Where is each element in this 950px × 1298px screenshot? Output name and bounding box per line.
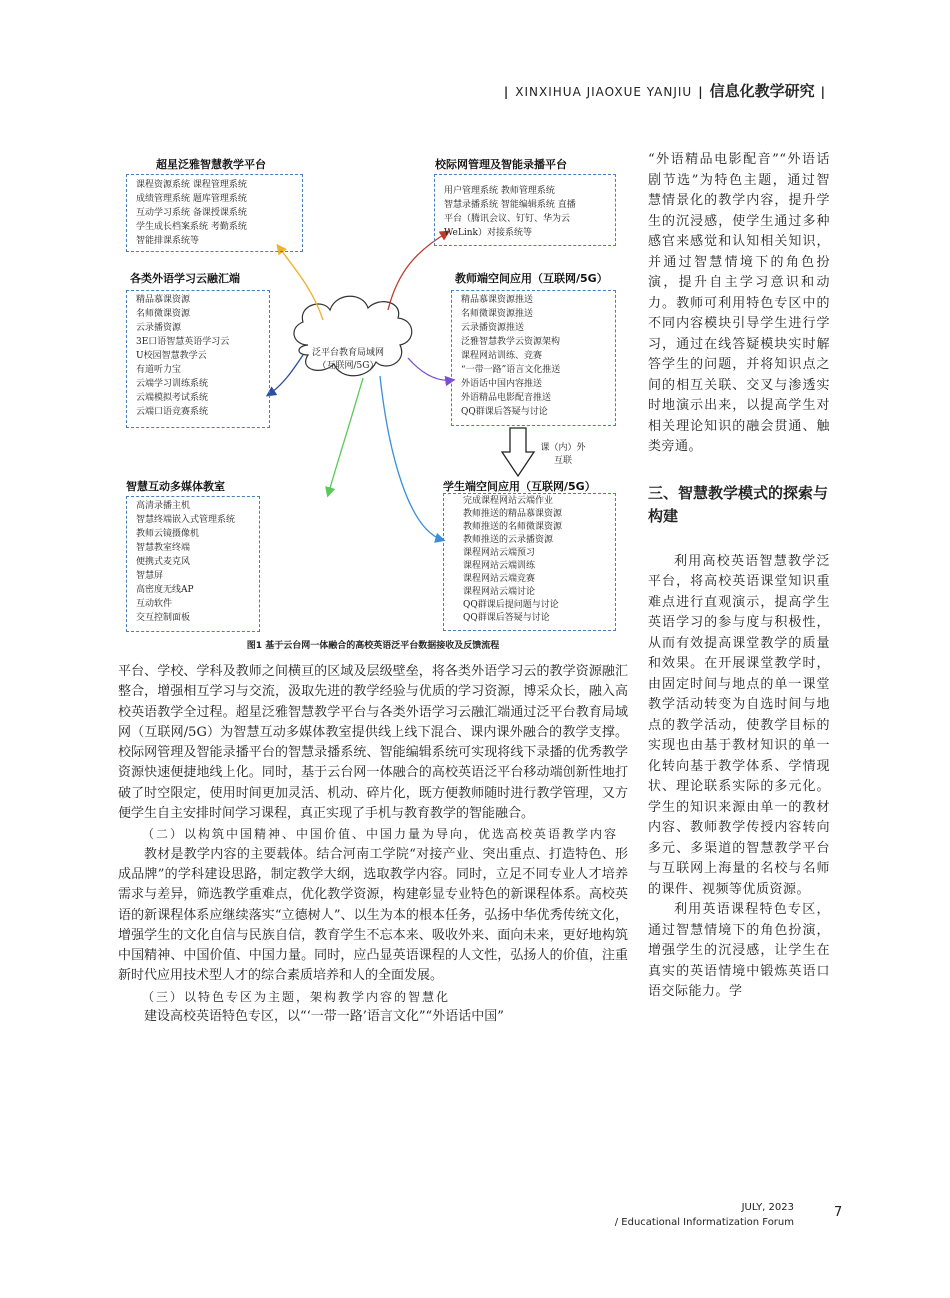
arrow-label-line-2: 互联 (553, 456, 572, 466)
teacher-title: 教师端空间应用（互联网/5G） (455, 272, 608, 285)
footer (615, 1200, 794, 1230)
box-line: 云端口语竞赛系统 (136, 407, 209, 417)
footer-date: JULY, 2023 (741, 1202, 794, 1213)
box-line: 学生成长档案系统 考勤系统 (136, 222, 247, 232)
box-line: 教师推送的名师微课资源 (463, 522, 563, 532)
campus-title: 校际网管理及智能录播平台 (435, 158, 567, 171)
section-title: 三、智慧教学模式的探索与构建 (648, 483, 829, 525)
box-line: 外语话中国内容推送 (461, 379, 543, 389)
box-line: 名师微课资源推送 (461, 309, 534, 319)
classroom-lines (136, 499, 235, 625)
box-line: 3E口语智慧英语学习云 (136, 337, 230, 347)
box-line: 云端模拟考试系统 (136, 393, 209, 403)
box-line: 教师推送的精品慕课资源 (463, 509, 563, 519)
box-line: 课程资源系统 课程管理系统 (136, 180, 247, 190)
box-line: 智慧终端嵌入式管理系统 (136, 515, 236, 525)
teacher-lines (461, 293, 560, 419)
box-line: QQ群课后提问题与讨论 (463, 600, 559, 610)
figure-1 (118, 150, 628, 655)
box-line: U校园智慧教学云 (136, 351, 207, 361)
cloud-label-line-2: （互联网/5G） (317, 361, 379, 371)
connector-blue (380, 376, 443, 540)
box-line: 教师云镜摄像机 (136, 529, 200, 539)
cloud-label-line-1: 泛平台教育局域网 (311, 348, 384, 358)
box-line: 完成课程网站云端作业 (463, 496, 554, 506)
left-paragraph-1: 平台、学校、学科及教师之间横亘的区域及层级壁垒，将各类外语学习云的教学资源融汇整合，增强相互学习与交流，汲取先进的教学经验与优质的学习资源，博采众长，融入高校英语教学全过程。超星泛雅智慧教学平台与各类外语学习云融汇端通过泛平台教育局域网（互联网/5G）为智慧互动多媒体教室提供线上线下混合、课内课外融合的教学支撑。校际网管理及智能录播平台的智慧录播系统、智能编辑系统可实现将线下录播的优秀教学资源快速便捷地线上化。同时，基于云台网一体融合的高校英语泛平台移动端创新性地打破了时空限定，使用时间更加灵活、机动、碎片化，既方便教师随时进行教学管理，又方便学生自主安排时间学习课程，真正实现了手机与教育教学的智能融合。 (118, 664, 628, 822)
box-line: 交互控制面板 (136, 613, 191, 623)
box-line: 高清录播主机 (136, 501, 191, 511)
box-line: 名师微课资源 (136, 309, 191, 319)
subheading-3: （三）以特色专区为主题，架构教学内容的智慧化 (142, 989, 451, 1004)
box-line: 成绩管理系统 题库管理系统 (136, 194, 247, 204)
box-line: 便携式麦克风 (136, 557, 191, 567)
arrow-label-line-1: 课（内）外 (540, 443, 586, 453)
left-paragraph-3: 建设高校英语特色专区，以“‘一带一路’语言文化”“外语话中国” (144, 1009, 504, 1025)
classroom-title: 智慧互动多媒体教室 (126, 480, 225, 493)
box-line: 高密度无线AP (136, 585, 194, 595)
box-line: 课程网站云端训练 (463, 561, 536, 571)
box-line: 外语精品电影配音推送 (461, 393, 552, 403)
box-line: 课程网站训练、竞赛 (461, 351, 543, 361)
box-line: 智慧录播系统 智能编辑系统 直播 (444, 200, 576, 210)
figure-caption: 图1 基于云台网一体融合的高校英语泛平台数据接收及反馈流程 (246, 641, 500, 651)
header-pinyin: XINXIHUA JIAOXUE YANJIU (515, 85, 693, 99)
right-paragraph-1: “外语精品电影配音”“外语话剧节选”为特色主题，通过智慧情景化的教学内容，提升学生的沉浸感，使学生通过多种感官来感觉和认知相关知识，并通过智慧情境下的角色扮演，提升自主学习意识和动力。教师可利用特色专区中的不同内容模块引导学生进行学习，通过在线答疑模块实时解答学生的问题，并将知识点之间的相互关联、交叉与渗透实时地演示出来，以提高学生对相关理论知识的融会贯通、触类旁通。 (648, 152, 830, 454)
box-line: QQ群课后答疑与讨论 (463, 613, 550, 623)
box-line: 云录播资源推送 (461, 323, 525, 333)
connector-purple (408, 358, 453, 380)
box-line: WeLink）对接系统等 (444, 228, 532, 238)
box-line: 平台（腾讯会议、钉钉、华为云 (444, 214, 571, 224)
right-column (648, 150, 830, 1003)
left-column-text (118, 662, 628, 1027)
subheading-2: （二）以构筑中国精神、中国价值、中国力量为导向，优选高校英语教学内容 (142, 827, 619, 842)
right-paragraph-3: 利用英语课程特色专区，通过智慧情境下的角色扮演，增强学生的沉浸感，让学生在真实的英语情境中锻炼英语口语交际能力。学 (648, 902, 830, 999)
student-title: 学生端空间应用（互联网/5G） (443, 480, 596, 493)
box-line: 课程网站云端竞赛 (463, 574, 536, 584)
box-line: 智慧教室终端 (136, 543, 191, 553)
box-line: 泛雅智慧教学云资源架构 (461, 337, 561, 347)
superstar-lines (136, 178, 247, 248)
box-line: 课程网站云端讨论 (463, 587, 536, 597)
box-line: 精品慕课资源 (136, 295, 191, 305)
right-paragraph-2: 利用高校英语智慧教学泛平台，将高校英语课堂知识重难点进行直观演示，提高学生英语学习的参与度与积极性，从而有效提高课堂教学的质量和效果。在开展课堂教学时，由固定时间与地点的单一课堂教学活动转变为自选时间与地点的教学活动，使教学目标的实现也由基于教材知识的单一化转向基于教学体系、学情现状、理论联系实际的多元化。学生的知识来源由单一的教材内容、教师教学传授内容转向多元、多渠道的智慧教学平台与互联网上海量的名校与名师的课件、视频等优质资源。 (648, 553, 830, 897)
footer-journal: / Educational Informatization Forum (614, 1217, 794, 1228)
box-line: 精品慕课资源推送 (461, 295, 534, 305)
connector-green (328, 378, 363, 495)
student-lines (463, 495, 562, 625)
box-line: 教师推送的云录播资源 (463, 535, 554, 545)
box-line: “一带一路”语言文化推送 (461, 365, 561, 375)
left-paragraph-2: 教材是教学内容的主要载体。结合河南工学院“对接产业、突出重点、打造特色、形成品牌”的学科建设思路，制定教学大纲，选取教学内容。同时，立足不同专业人才培养需求与差异，筛选教学重难点，优化教学资源，构建彰显专业特色的新课程体系。高校英语的新课程体系应继续落实“立德树人”、以生为本的根本任务，弘扬中华优秀传统文化，增强学生的文化自信与民族自信，教育学生不忘本来、吸收外来、面向未来，更好地构筑中国精神、中国价值、中国力量。同时，应凸显英语课程的人文性，弘扬人的价值，注重新时代应用技术型人才的综合素质培养和人的全面发展。 (118, 846, 628, 984)
running-header: | XINXIHUA JIAOXUE YANJIU | 信息化教学研究 | (503, 82, 826, 100)
box-line: 云录播资源 (136, 323, 182, 333)
box-line: 互动软件 (136, 599, 173, 609)
page-number: 7 (834, 1205, 843, 1220)
arrow-label (528, 442, 598, 468)
cloud-label (293, 347, 403, 373)
box-line: 用户管理系统 教师管理系统 (444, 186, 555, 196)
header-title: 信息化教学研究 (709, 82, 815, 100)
box-line: 智能排课系统等 (136, 236, 200, 246)
box-line: QQ群课后答疑与讨论 (461, 407, 548, 417)
box-line: 云端学习训练系统 (136, 379, 209, 389)
superstar-title: 超星泛雅智慧教学平台 (156, 158, 266, 171)
box-line: 课程网站云端预习 (463, 548, 536, 558)
cloud-learning-title: 各类外语学习云融汇端 (130, 272, 240, 285)
campus-lines (444, 184, 576, 240)
box-line: 互动学习系统 备课授课系统 (136, 208, 247, 218)
box-line: 智慧屏 (136, 571, 164, 581)
box-line: 有道听力宝 (136, 365, 182, 375)
cloud-learning-lines (136, 293, 229, 419)
